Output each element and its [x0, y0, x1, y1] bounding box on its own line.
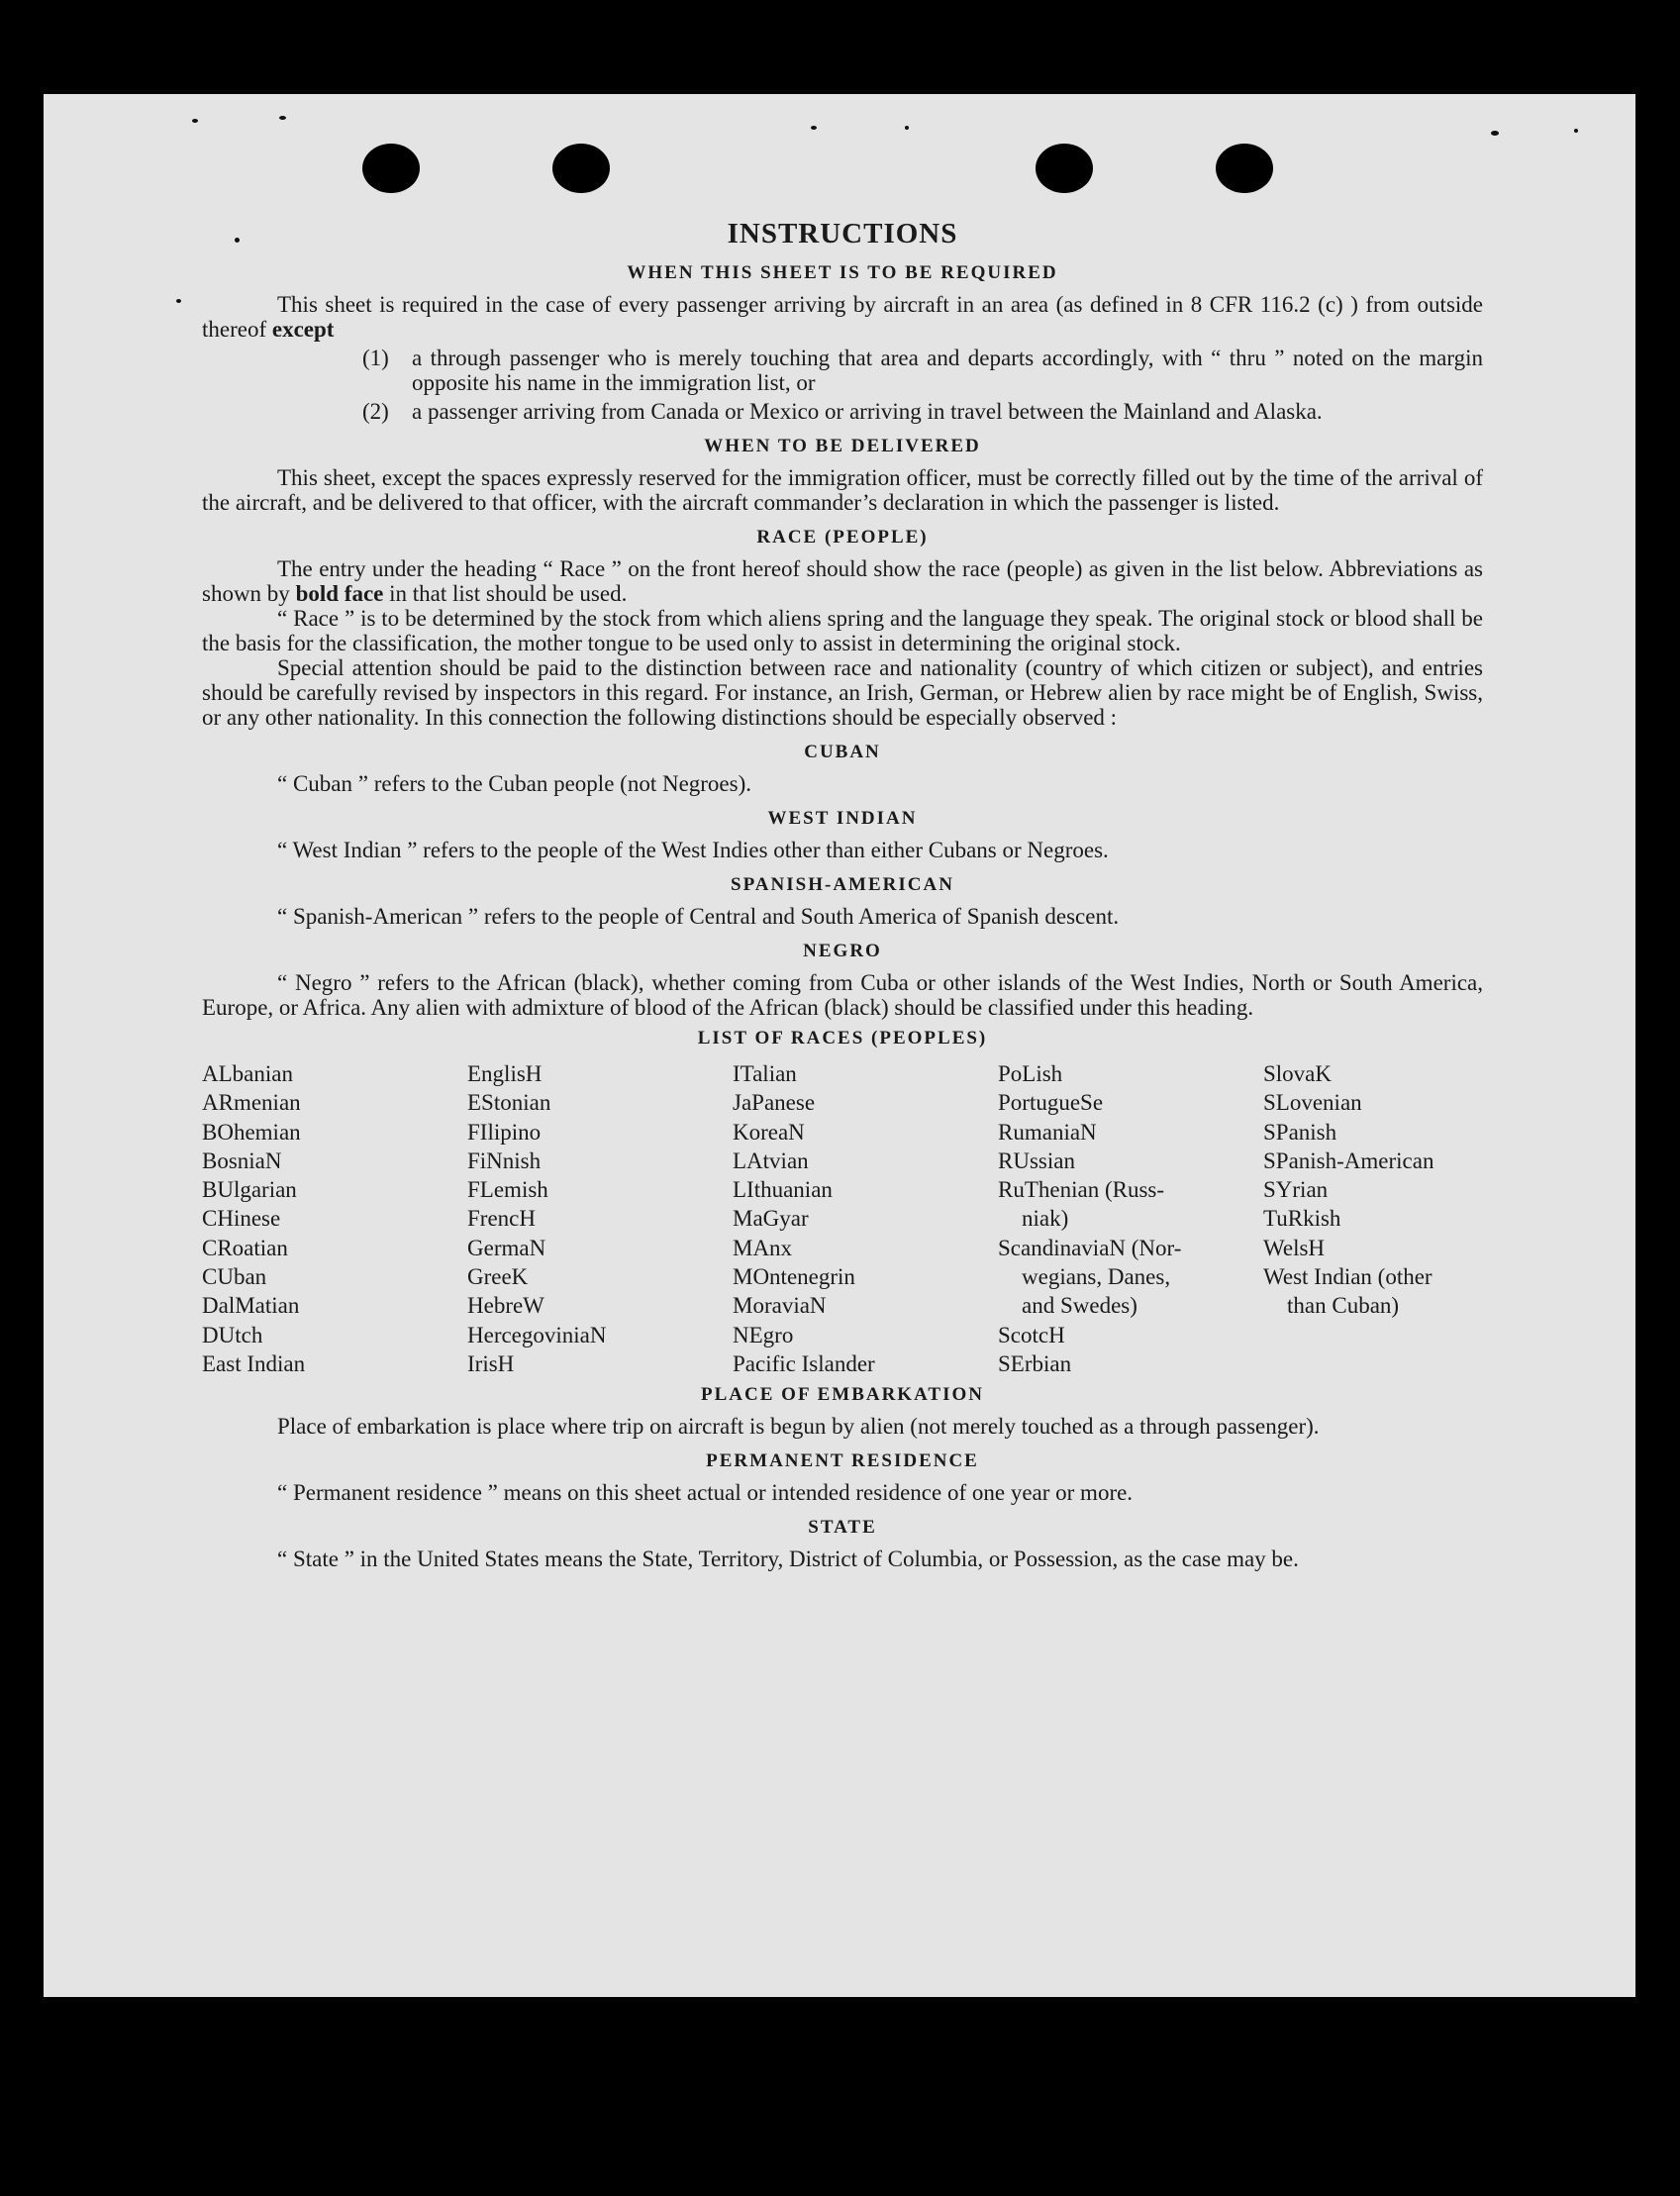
punch-hole	[1036, 144, 1093, 193]
race-entry: BosniaN	[202, 1148, 282, 1173]
page-title: INSTRUCTIONS	[727, 218, 958, 250]
race-entry: LIthuanian	[733, 1177, 833, 1203]
delivered-paragraph: This sheet, except the spaces expressly reserved for the immigration officer, must be correctly filled out by the time of the arrival of the aircraft, and be delivered to that officer, with the aircraft commander’s declaration in which the passenger is listed.	[202, 465, 1483, 515]
section-heading-race: RACE (PEOPLE)	[756, 527, 929, 548]
document-sheet	[44, 94, 1635, 1997]
race-entry: EnglisH	[467, 1061, 543, 1086]
race-entry: ARmenian	[202, 1090, 301, 1116]
race-entry: BOhemian	[202, 1119, 301, 1145]
race-column	[733, 1059, 998, 1378]
race-entry: East Indian	[202, 1350, 306, 1376]
section-heading-state: STATE	[808, 1517, 877, 1539]
race-entry: FrencH	[467, 1206, 536, 1232]
race-entry: RumaniaN	[998, 1119, 1097, 1145]
race-entry: West Indian (other	[1263, 1264, 1433, 1290]
race-entry: NEgro	[733, 1322, 794, 1348]
race-entry: EStonian	[467, 1090, 551, 1116]
spanish-american-text: “ Spanish-American ” refers to the people of Central and South America of Spanish descent.	[277, 904, 1120, 929]
race-entry: GermaN	[467, 1235, 546, 1260]
race-entry: ALbanian	[202, 1061, 293, 1086]
race-entry: ScandinaviaN (Nor-	[998, 1235, 1182, 1260]
exception-item: (1) a through passenger who is merely touching that area and departs accordingly, with “ thru ” noted on the margin opposite his name in the immigration list, or	[362, 346, 1483, 395]
race-entry: WelsH	[1263, 1235, 1326, 1260]
race-entry: FiNnish	[467, 1148, 542, 1173]
race-entry: MoraviaN	[733, 1293, 827, 1319]
race-entry: JaPanese	[733, 1090, 816, 1116]
race-entry: SPanish-American	[1263, 1148, 1434, 1173]
race-column	[202, 1059, 467, 1378]
race-entry: LAtvian	[733, 1148, 809, 1173]
section-heading-required: WHEN THIS SHEET IS TO BE REQUIRED	[627, 262, 1058, 283]
race-entry: HebreW	[467, 1293, 544, 1319]
race-column	[1263, 1059, 1529, 1378]
race-entry: SYrian	[1263, 1177, 1329, 1203]
section-heading-spanish-american: SPANISH-AMERICAN	[731, 874, 954, 895]
speck	[1491, 131, 1499, 136]
race-entry: SLovenian	[1263, 1090, 1362, 1116]
instructions-content	[202, 218, 1483, 1571]
race-entry: and Swedes)	[1022, 1293, 1137, 1319]
race-list	[202, 1059, 1483, 1378]
race-entry: FIlipino	[467, 1119, 542, 1145]
race-entry: MOntenegrin	[733, 1264, 855, 1290]
race-entry: SPanish	[1263, 1119, 1337, 1145]
race-entry: CHinese	[202, 1206, 281, 1232]
race-entry: GreeK	[467, 1264, 529, 1290]
speck	[811, 126, 817, 130]
speck	[905, 126, 909, 130]
race-entry: SlovaK	[1263, 1061, 1332, 1086]
embarkation-text: Place of embarkation is place where trip on aircraft is begun by alien (not merely touched as a through passenger).	[277, 1414, 1320, 1440]
west-indian-text: “ West Indian ” refers to the people of the West Indies other than either Cubans or Negroes.	[277, 838, 1109, 862]
speck	[176, 299, 181, 303]
speck	[279, 116, 286, 120]
race-column	[998, 1059, 1263, 1378]
race-entry: ITalian	[733, 1061, 797, 1086]
section-heading-residence: PERMANENT RESIDENCE	[706, 1450, 979, 1472]
section-heading-embarkation: PLACE OF EMBARKATION	[701, 1384, 984, 1406]
race-entry: ScotcH	[998, 1322, 1065, 1348]
race-entry: DalMatian	[202, 1293, 300, 1319]
punch-hole	[552, 144, 610, 193]
cuban-text: “ Cuban ” refers to the Cuban people (not Negroes).	[277, 771, 752, 796]
race-entry: FLemish	[467, 1177, 548, 1203]
race-entry: BUlgarian	[202, 1177, 297, 1203]
state-text: “ State ” in the United States means the State, Territory, District of Columbia, or Possession, as the case may be.	[277, 1547, 1299, 1572]
race-entry: MAnx	[733, 1235, 793, 1260]
race-entry: KoreaN	[733, 1119, 805, 1145]
section-heading-race-list: LIST OF RACES (PEOPLES)	[697, 1028, 988, 1048]
speck	[192, 119, 198, 123]
section-heading-cuban: CUBAN	[804, 742, 881, 762]
section-heading-west-indian: WEST INDIAN	[767, 808, 918, 829]
punch-hole	[1216, 144, 1273, 193]
race-entry: PoLish	[998, 1061, 1063, 1086]
race-entry: IrisH	[467, 1350, 515, 1376]
required-paragraph: This sheet is required in the case of every passenger arriving by aircraft in an area (as defined in 8 CFR 116.2 (c) ) from outside thereof except	[202, 292, 1483, 342]
race-paragraph-2: “ Race ” is to be determined by the stock from which aliens spring and the language they speak. The original stock or blood shall be the basis for the classification, the mother tongue to be used only to assist in determining the original stock.	[202, 606, 1483, 655]
race-entry: TuRkish	[1263, 1206, 1341, 1232]
race-entry: RuThenian (Russ-	[998, 1177, 1165, 1203]
residence-text: “ Permanent residence ” means on this sheet actual or intended residence of one year or more.	[277, 1480, 1134, 1506]
race-entry: wegians, Danes,	[1022, 1264, 1171, 1290]
negro-text: “ Negro ” refers to the African (black), whether coming from Cuba or other islands of the West Indies, North or South America, Europe, or Africa. Any alien with admixture of blood of the African (black) should be classified under this heading.	[202, 970, 1483, 1020]
section-heading-negro: NEGRO	[803, 941, 882, 961]
race-column	[467, 1059, 733, 1378]
race-entry: SErbian	[998, 1350, 1072, 1376]
race-entry: DUtch	[202, 1322, 263, 1348]
section-heading-delivered: WHEN TO BE DELIVERED	[704, 436, 981, 456]
race-entry: Pacific Islander	[733, 1350, 875, 1376]
race-entry: CRoatian	[202, 1235, 288, 1260]
race-entry: HercegoviniaN	[467, 1322, 607, 1348]
race-entry: than Cuban)	[1287, 1293, 1400, 1319]
race-entry: MaGyar	[733, 1206, 809, 1232]
race-entry: niak)	[1022, 1206, 1069, 1232]
punch-hole	[362, 144, 420, 193]
race-entry: RUssian	[998, 1148, 1075, 1173]
exception-item: (2) a passenger arriving from Canada or Mexico or arriving in travel between the Mainland and Alaska.	[362, 399, 1323, 424]
race-paragraph-1: The entry under the heading “ Race ” on the front hereof should show the race (people) as given in the list below. Abbreviations as shown by bold face in that list should be used.	[202, 556, 1483, 606]
speck	[1574, 129, 1578, 133]
race-paragraph-3: Special attention should be paid to the distinction between race and nationality (country of which citizen or subject), and entries should be carefully revised by inspectors in this regard. For instance, an Irish, German, or Hebrew alien by race might be of English, Swiss, or any other nationality. In this connection the following distinctions should be especially observed :	[202, 655, 1483, 730]
race-entry: PortugueSe	[998, 1090, 1104, 1116]
race-entry: CUban	[202, 1264, 267, 1290]
